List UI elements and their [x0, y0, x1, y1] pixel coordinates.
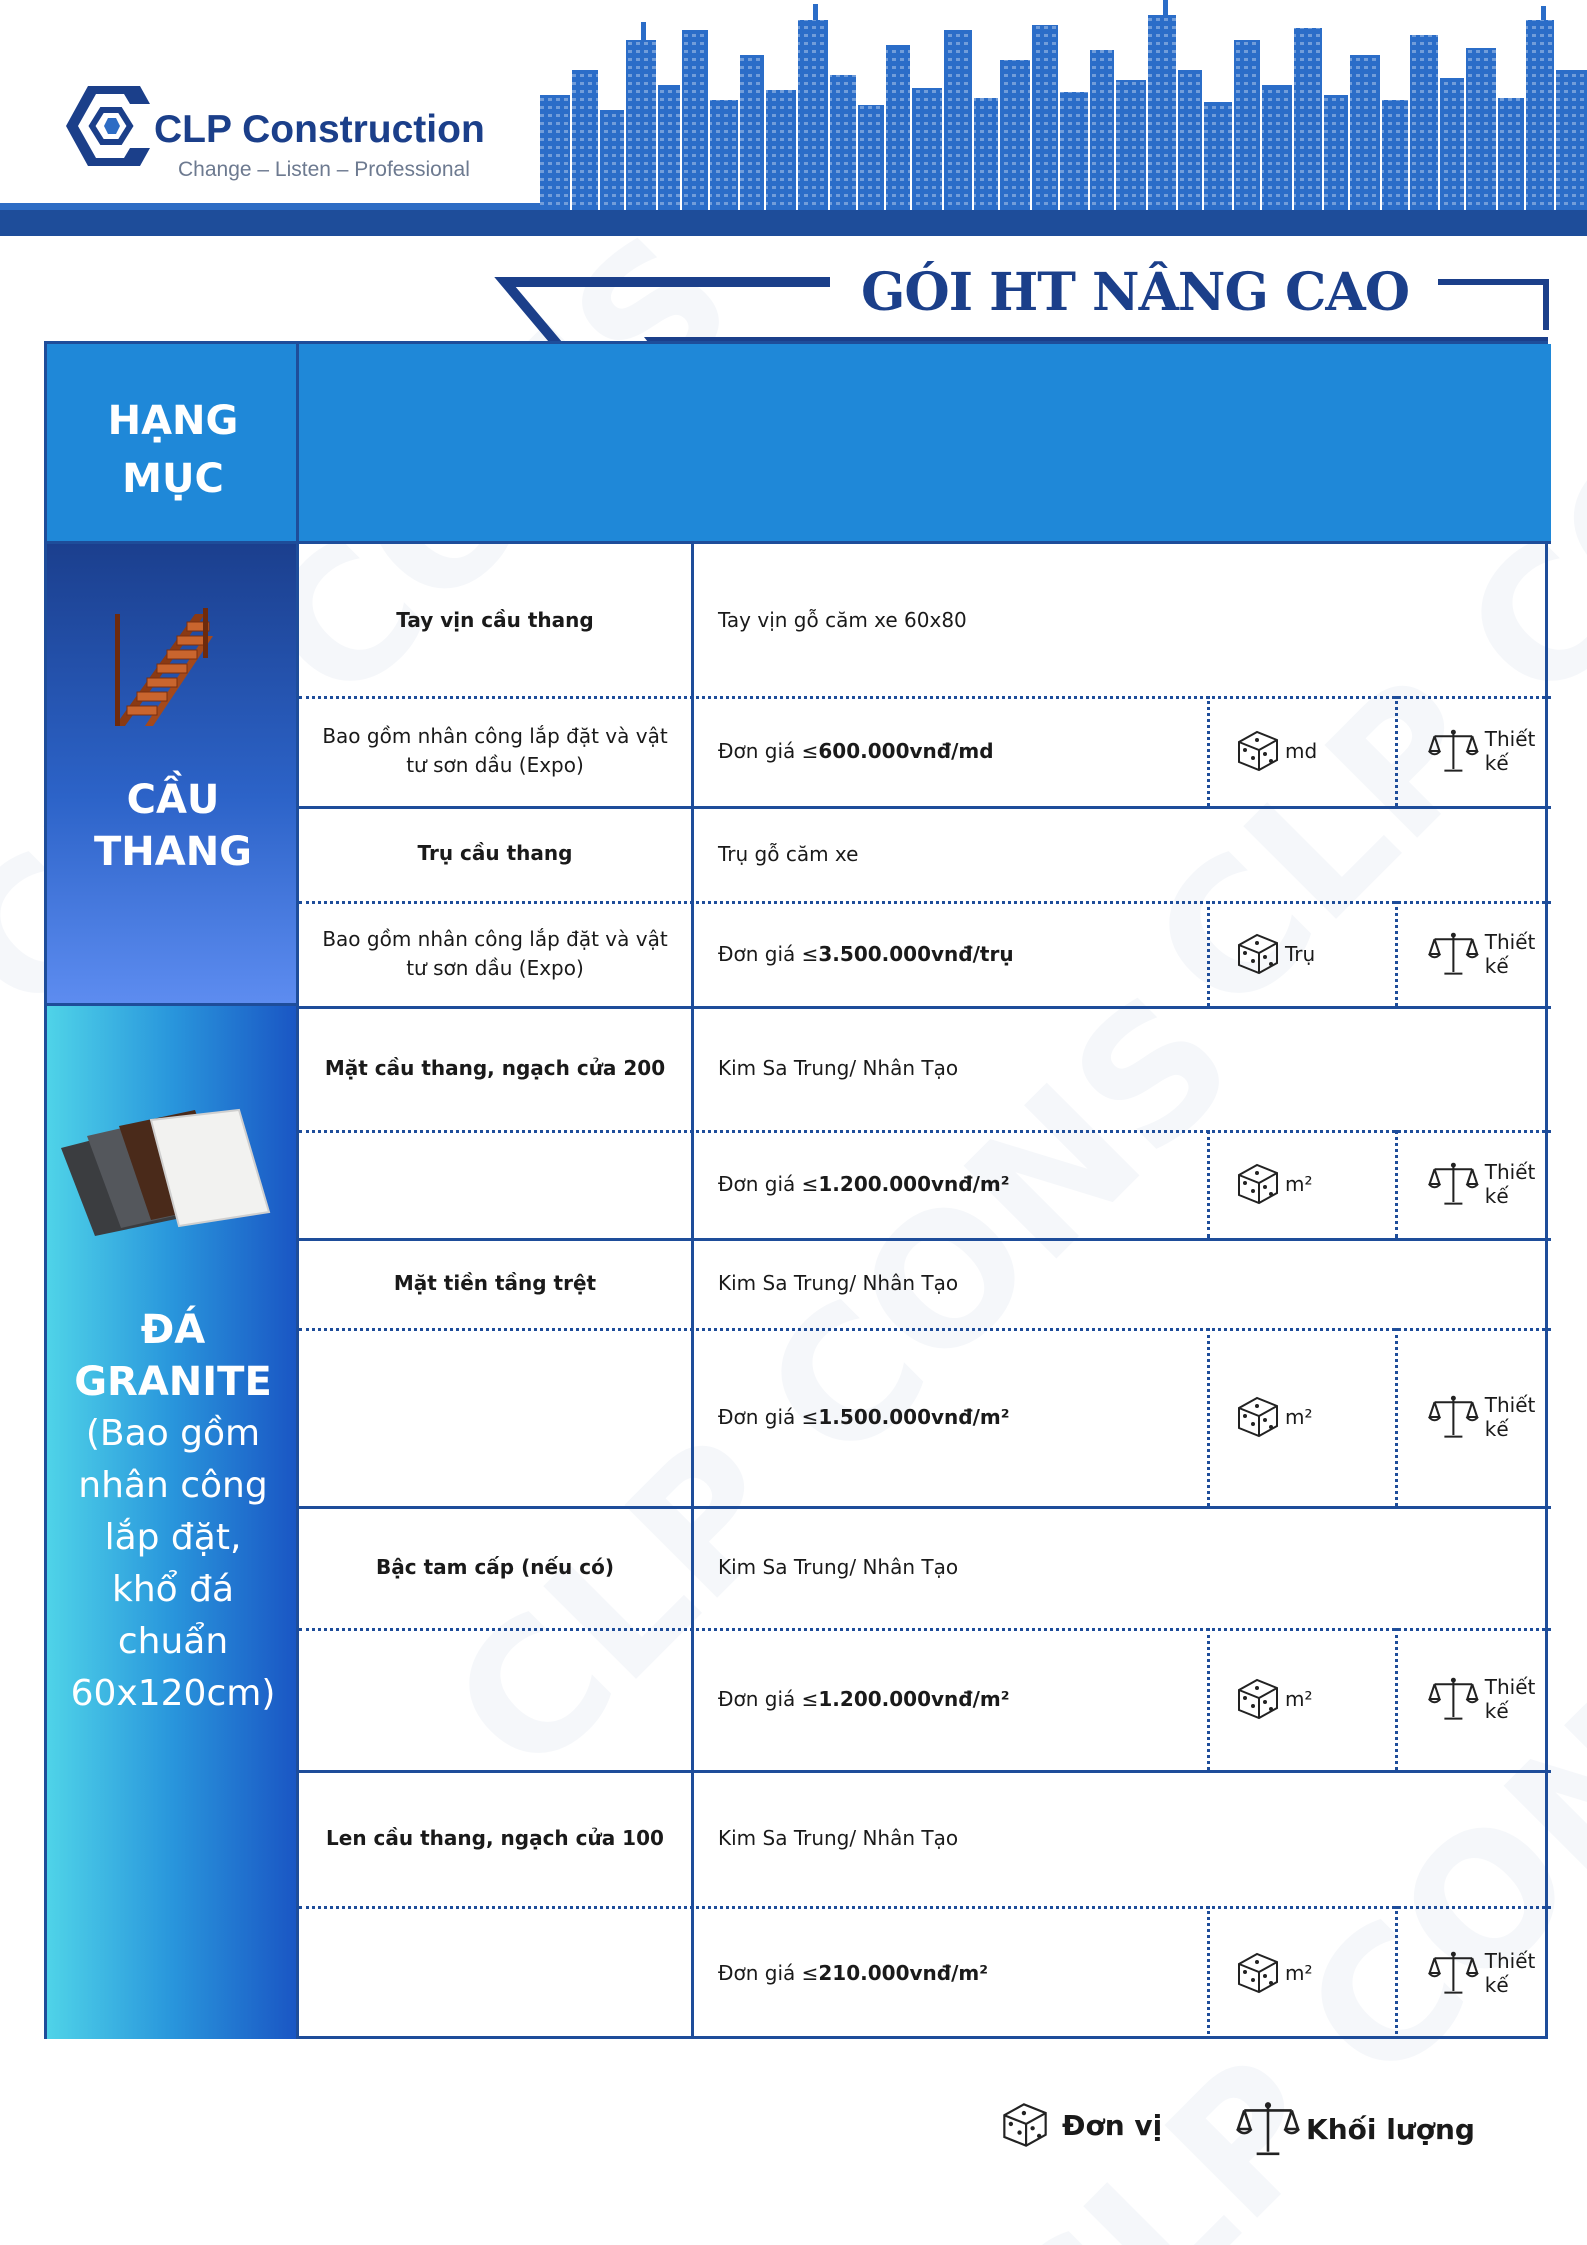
city-skyline-graphic — [530, 0, 1587, 212]
legend-unit — [1000, 2100, 1162, 2150]
item-unit: m² — [1207, 1906, 1395, 2039]
item-name — [299, 1906, 694, 2039]
scale-icon — [1428, 1945, 1479, 2001]
category-title — [47, 1304, 299, 1408]
granite-tiles-icon — [57, 1108, 282, 1238]
item-name — [299, 1130, 694, 1238]
item-volume: Thiết kế — [1395, 1906, 1551, 2039]
category-header-line: HẠNG — [107, 398, 239, 444]
scale-icon — [1428, 1671, 1479, 1727]
pricing-table — [44, 341, 1548, 2039]
dice-icon — [1235, 1161, 1281, 1207]
category-title-line: ĐÁ — [140, 1307, 206, 1353]
item-unit: Trụ — [1207, 901, 1395, 1006]
table-row — [299, 1238, 1551, 1328]
item-volume: Thiết kế — [1395, 1628, 1551, 1770]
scale-icon — [1428, 1156, 1479, 1212]
item-unit: m² — [1207, 1328, 1395, 1506]
item-name: Mặt tiền tầng trệt — [299, 1238, 694, 1328]
item-name: Bao gồm nhân công lắp đặt và vật tư sơn dầu (Expo) — [299, 696, 694, 806]
category-stairs — [47, 544, 299, 1006]
scale-icon — [1428, 723, 1479, 779]
item-price: Đơn giá ≤ 1.500.000vnđ/m² — [718, 1405, 1010, 1429]
item-name: Bậc tam cấp (nếu có) — [299, 1506, 694, 1628]
page-header — [0, 0, 1587, 236]
item-volume: Thiết kế — [1395, 696, 1551, 806]
table-row — [299, 696, 1551, 806]
header-band — [0, 210, 1587, 236]
item-unit: m² — [1207, 1130, 1395, 1238]
scale-icon — [1236, 2100, 1300, 2158]
item-price: Đơn giá ≤ 600.000vnđ/md — [718, 739, 994, 763]
legend-volume-label: Khối lượng — [1306, 2112, 1475, 2146]
item-name: Bao gồm nhân công lắp đặt và vật tư sơn dầu (Expo) — [299, 901, 694, 1006]
item-volume: Thiết kế — [1395, 901, 1551, 1006]
category-note-line: nhân công — [78, 1465, 268, 1506]
staircase-icon — [105, 606, 215, 731]
item-description: Trụ gỗ căm xe — [718, 841, 859, 866]
dice-icon — [1235, 1394, 1281, 1440]
item-name — [299, 1328, 694, 1506]
scale-icon — [1428, 926, 1479, 982]
brand-tagline: Change – Listen – Professional — [178, 158, 470, 181]
item-description: Kim Sa Trung/ Nhân Tạo — [718, 1826, 959, 1850]
item-price: Đơn giá ≤ 3.500.000vnđ/trụ — [718, 941, 1014, 966]
table-row — [299, 1906, 1551, 2039]
dice-icon — [1235, 1950, 1281, 1996]
item-price: Đơn giá ≤ 1.200.000vnđ/m² — [718, 1172, 1010, 1196]
category-header-line: MỤC — [122, 456, 224, 502]
item-description: Kim Sa Trung/ Nhân Tạo — [718, 1271, 959, 1295]
item-unit: md — [1207, 696, 1395, 806]
category-note-line: chuẩn — [117, 1621, 229, 1662]
category-title-line: CẦU — [126, 777, 220, 823]
category-note-line: khổ đá — [111, 1569, 235, 1610]
table-row — [299, 1130, 1551, 1238]
table-header-band — [299, 344, 1551, 544]
category-title-line: GRANITE — [74, 1359, 272, 1405]
table-row — [299, 544, 1551, 696]
table-row — [299, 1328, 1551, 1506]
dice-icon — [1235, 1676, 1281, 1722]
item-name: Tay vịn cầu thang — [299, 544, 694, 696]
category-note-line: (Bao gồm — [85, 1413, 261, 1454]
category-note-line: 60x120cm) — [70, 1673, 276, 1714]
table-row — [299, 1628, 1551, 1770]
item-price: Đơn giá ≤ 1.200.000vnđ/m² — [718, 1687, 1010, 1711]
item-name: Mặt cầu thang, ngạch cửa 200 — [299, 1006, 694, 1130]
table-row — [299, 1006, 1551, 1130]
dice-icon — [1000, 2100, 1050, 2150]
table-row — [299, 1506, 1551, 1628]
category-granite — [47, 1006, 299, 2039]
category-title-line: THANG — [93, 829, 253, 875]
item-name — [299, 1628, 694, 1770]
scale-icon — [1428, 1389, 1479, 1445]
dice-icon — [1235, 728, 1281, 774]
item-name: Len cầu thang, ngạch cửa 100 — [299, 1770, 694, 1906]
item-volume: Thiết kế — [1395, 1328, 1551, 1506]
category-header — [47, 344, 299, 544]
item-name: Trụ cầu thang — [299, 806, 694, 901]
package-title: GÓI HT NÂNG CAO — [860, 262, 1409, 323]
table-row — [299, 1770, 1551, 1906]
table-row — [299, 901, 1551, 1006]
item-volume: Thiết kế — [1395, 1130, 1551, 1238]
brand-name: CLP Construction — [154, 108, 485, 151]
item-description: Kim Sa Trung/ Nhân Tạo — [718, 1056, 959, 1080]
item-description: Tay vịn gỗ căm xe 60x80 — [718, 608, 967, 632]
legend-unit-label: Đơn vị — [1062, 2108, 1163, 2142]
category-note — [47, 1408, 299, 1720]
item-price: Đơn giá ≤ 210.000vnđ/m² — [718, 1960, 988, 1985]
dice-icon — [1235, 931, 1281, 977]
table-row — [299, 806, 1551, 901]
legend-volume — [1236, 2100, 1475, 2158]
category-title — [47, 774, 299, 878]
item-description: Kim Sa Trung/ Nhân Tạo — [718, 1555, 959, 1579]
item-unit: m² — [1207, 1628, 1395, 1770]
clp-logo-icon — [58, 80, 158, 180]
category-note-line: lắp đặt, — [104, 1517, 242, 1558]
